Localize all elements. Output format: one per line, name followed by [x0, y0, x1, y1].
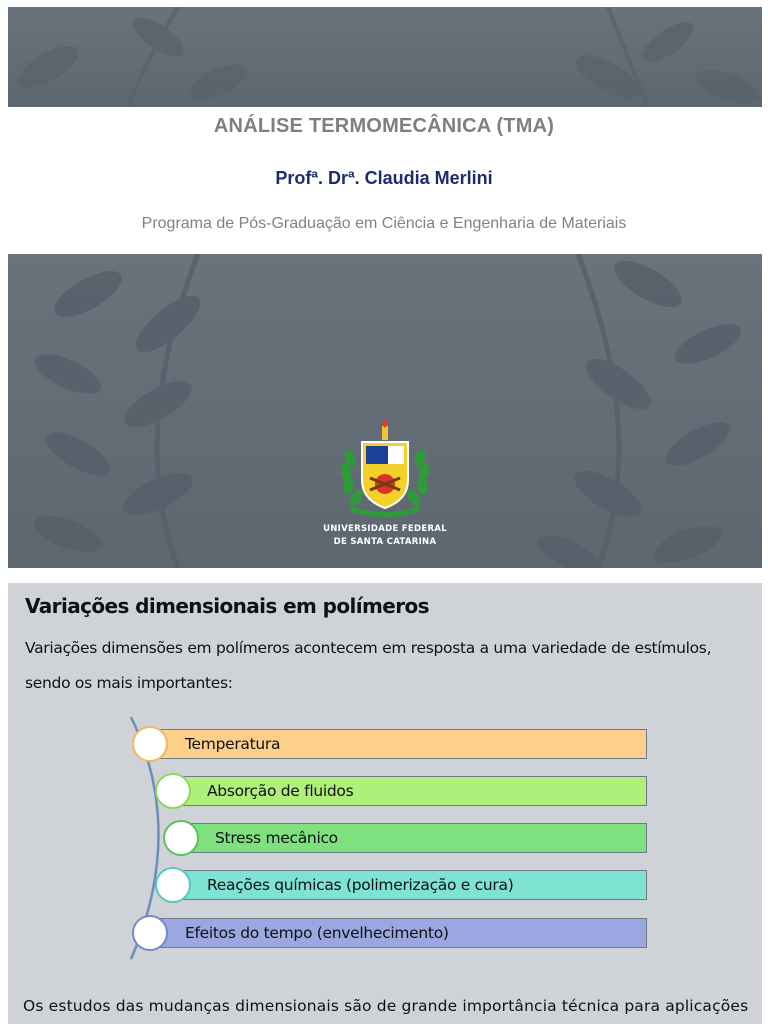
list-item: [166, 870, 647, 900]
bottom-text: Os estudos das mudanças dimensionais são de grande importância técnica para aplicações: [23, 997, 749, 1015]
bullet-circle: [163, 820, 199, 856]
program-name: Programa de Pós-Graduação em Ciência e Engenharia de Materiais: [141, 215, 627, 232]
logo-text-line1: UNIVERSIDADE FEDERAL: [323, 524, 447, 534]
stimuli-list-diagram: [118, 711, 658, 971]
logo-text-line2: DE SANTA CATARINA: [333, 537, 437, 547]
leaf-pattern-icon: [8, 7, 762, 107]
intro-text-line2: sendo os mais importantes:: [25, 674, 233, 692]
author-name: Profª. Drª. Claudia Merlini: [275, 168, 493, 188]
list-item: [174, 823, 647, 853]
list-item-label: Temperatura: [185, 735, 281, 753]
slide-dimensional-variations: [8, 583, 762, 1024]
list-item-label: Efeitos do tempo (envelhecimento): [185, 924, 449, 942]
list-item-label: Absorção de fluidos: [207, 782, 354, 800]
intro-text-line1: Variações dimensões em polímeros acontecem em resposta a uma variedade de estímulos,: [25, 639, 712, 657]
university-logo: [310, 418, 460, 550]
slide-heading: Variações dimensionais em polímeros: [25, 594, 429, 618]
list-item: [142, 729, 647, 759]
university-crest-icon: [310, 418, 460, 518]
list-item-label: Stress mecânico: [215, 829, 338, 847]
list-item-label: Reações químicas (polimerização e cura): [207, 876, 514, 894]
page-title: ANÁLISE TERMOMECÂNICA (TMA): [213, 115, 555, 137]
list-item: [142, 918, 647, 948]
list-item: [166, 776, 647, 806]
header-banner: [8, 7, 762, 107]
bullet-circle: [155, 867, 191, 903]
bullet-circle: [155, 773, 191, 809]
bullet-circle: [132, 726, 168, 762]
bullet-circle: [132, 915, 168, 951]
